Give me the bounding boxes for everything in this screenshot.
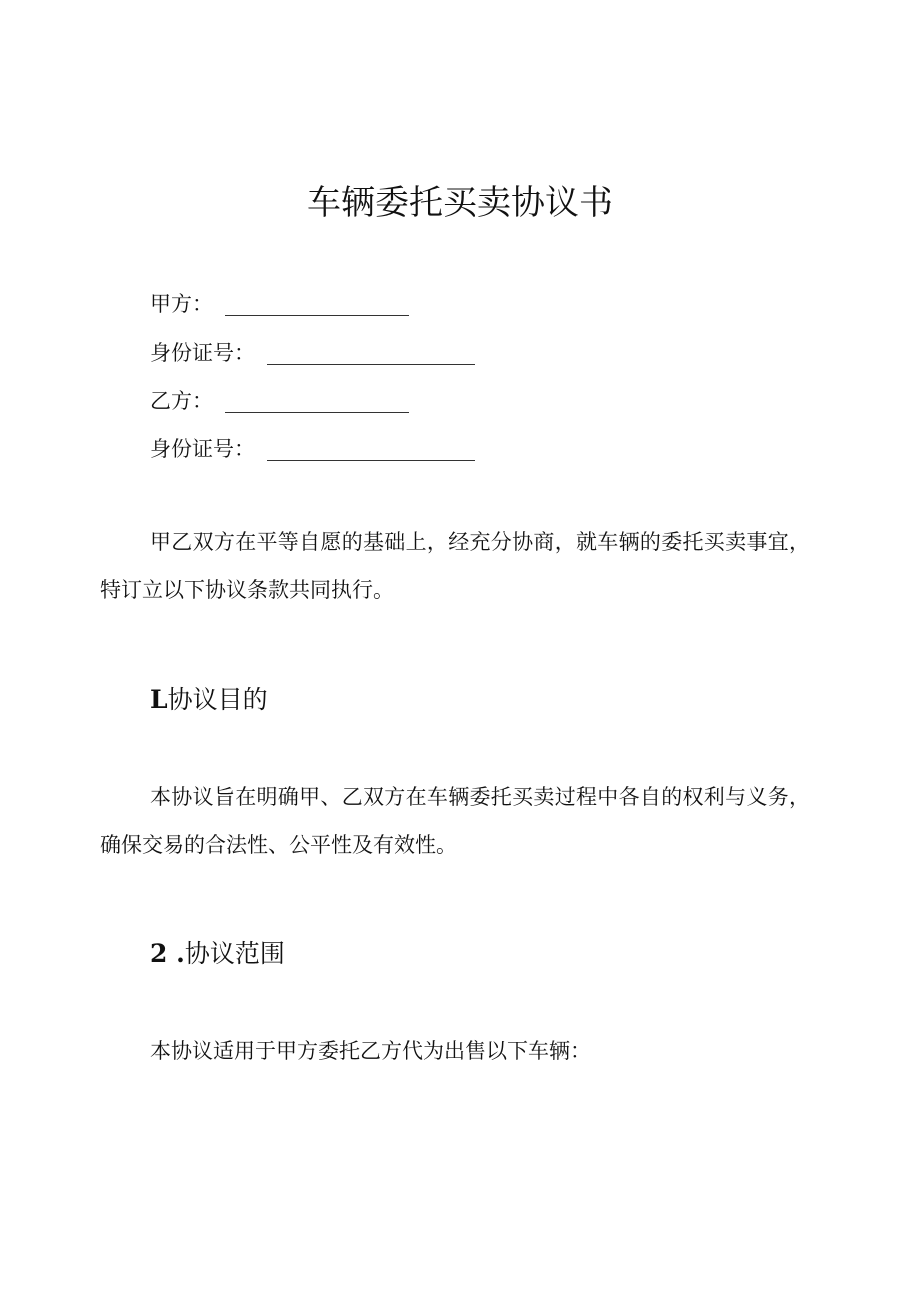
section-1-number: L [150, 685, 168, 714]
section-2-number: 2 . [150, 939, 185, 968]
document-title: 车辆委托买卖协议书 [307, 183, 613, 223]
party-b-row [150, 386, 409, 416]
section-2-heading [150, 936, 285, 972]
party-b-id-label: 身份证号： [150, 437, 255, 461]
party-a-blank-line[interactable] [225, 291, 409, 316]
section-2-title: 协议范围 [184, 939, 285, 968]
party-a-id-blank-line[interactable] [267, 340, 475, 365]
section-1-body: 本协议旨在明确甲、乙双方在车辆委托买卖过程中各自的权利与义务，确保交易的合法性、公平性及有效性。 [100, 785, 810, 857]
section-1-heading [150, 682, 268, 718]
party-b-blank-line[interactable] [225, 388, 409, 413]
party-a-id-row [150, 338, 475, 368]
party-a-row [150, 289, 409, 319]
section-2-body: 本协议适用于甲方委托乙方代为出售以下车辆： [150, 1039, 591, 1063]
party-a-id-label: 身份证号： [150, 341, 255, 365]
intro-paragraph: 甲乙双方在平等自愿的基础上，经充分协商，就车辆的委托买卖事宜，特订立以下协议条款共同执行。 [100, 530, 810, 602]
section-1-title: 协议目的 [167, 685, 268, 714]
party-b-id-row [150, 434, 475, 464]
party-b-id-blank-line[interactable] [267, 436, 475, 461]
party-a-label: 甲方： [150, 292, 213, 316]
party-b-label: 乙方： [150, 389, 213, 413]
